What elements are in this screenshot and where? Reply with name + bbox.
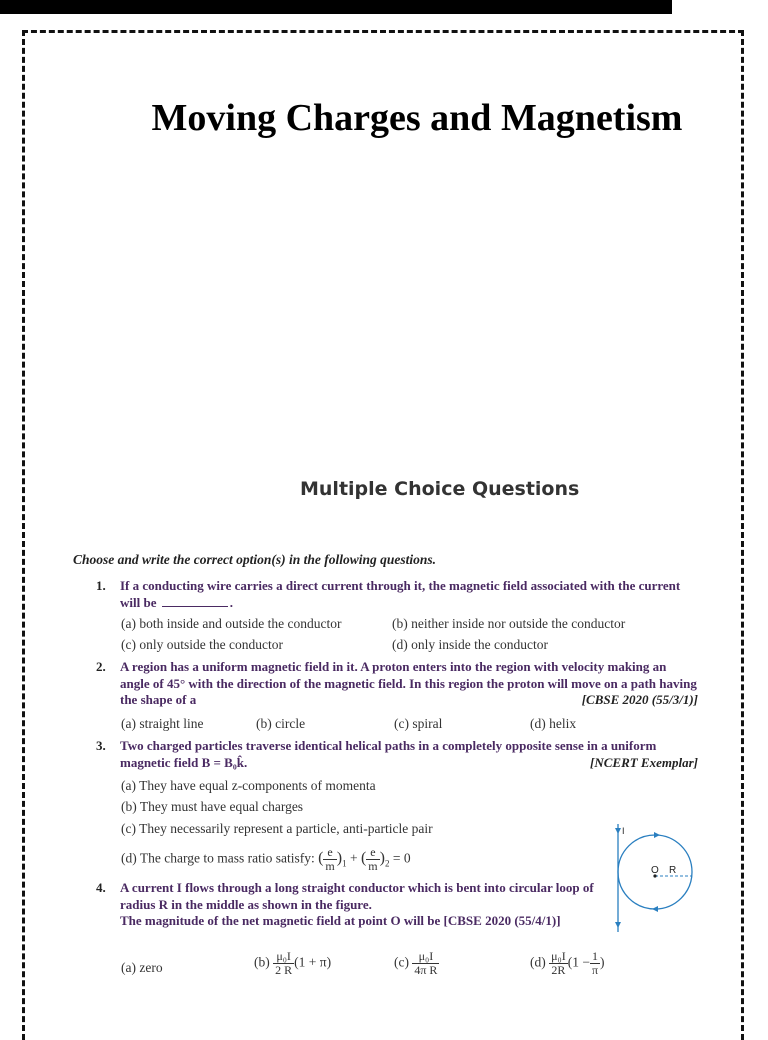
question-text: A region has a uniform magnetic field in it. A proton enters into the region with velocity making an angle of 45° with the direction of the magnetic field. In this region the proton will move on a path having the shape of a	[120, 659, 697, 707]
q3-option-c: (c) They necessarily represent a particle, anti-particle pair	[121, 821, 433, 836]
question-1	[96, 578, 698, 611]
instruction-text: Choose and write the correct option(s) in the following questions.	[73, 552, 437, 567]
section-heading: Multiple Choice Questions	[300, 478, 580, 500]
question-4	[96, 880, 602, 930]
option-text: (d) The charge to mass ratio satisfy:	[121, 850, 315, 866]
q1-option-c: (c) only outside the conductor	[121, 637, 283, 652]
point-label: O	[651, 865, 659, 876]
question-number: 3.	[96, 738, 106, 753]
q2-option-c: (c) spiral	[394, 716, 443, 731]
question-number: 1.	[96, 578, 106, 593]
current-label: I	[622, 826, 625, 836]
question-text: Two charged particles traverse identical helical paths in a completely opposite sense in a uniform magnetic field B = B₀k̂.	[120, 738, 657, 770]
radius-label: R	[669, 865, 677, 876]
q2-option-d: (d) helix	[530, 716, 577, 731]
q4-option-c: (c) $\frac{\text{μ₀I}}{\text{4π R}}$	[394, 949, 438, 977]
loop-arrow-icon	[652, 906, 658, 912]
question-source: [CBSE 2020 (55/3/1)]	[581, 692, 698, 707]
q3-option-d: (d) The charge to mass ratio satisfy: ( $\frac{e}{m}$ )$_1$ + ( $\frac{e}{m}$ )$_2 = 0$	[121, 845, 411, 873]
ratio-fraction-2: $\frac{e}{m}$	[368, 845, 378, 873]
question-number: 2.	[96, 659, 106, 674]
ratio-fraction-1: $\frac{e}{m}$	[325, 845, 335, 873]
fraction: $\frac{\text{μ₀I}}{2R}$	[551, 949, 566, 977]
question-number: 4.	[96, 880, 106, 895]
question-text: A current I flows through a long straight conductor which is bent into circular loop of radius R in the middle as shown in the figure.	[120, 880, 594, 912]
q4-option-d: (d) $\frac{\text{μ₀I}}{2R}$ (1 − $\frac{1}{\pi}$ )	[530, 949, 605, 977]
top-black-bar	[0, 0, 672, 14]
fraction: $\frac{\text{μ₀I}}{2 R}$	[275, 949, 293, 977]
question-text: If a conducting wire carries a direct current through it, the magnetic field associated with the current will be	[120, 578, 681, 610]
q3-option-b: (b) They must have equal charges	[121, 799, 304, 814]
fraction: $\frac{\text{μ₀I}}{\text{4π R}}$	[414, 949, 438, 977]
q2-option-a: (a) straight line	[121, 716, 204, 731]
page-title: Moving Charges and Magnetism	[151, 97, 683, 139]
inner-fraction: $\frac{1}{\pi}$	[591, 949, 599, 977]
loop-arrow-icon	[654, 832, 660, 838]
question-2	[96, 659, 698, 709]
q1-option-b: (b) neither inside nor outside the conductor	[392, 616, 626, 631]
answer-blank	[162, 606, 228, 607]
question-text-end: .	[229, 594, 233, 610]
q4-option-b: (b) $\frac{\text{μ₀I}}{2 R}$ (1 + π)	[254, 949, 332, 977]
question-text-2: The magnitude of the net magnetic field at point O will be [CBSE 2020 (55/4/1)]	[120, 913, 561, 928]
q1-option-d: (d) only inside the conductor	[392, 637, 548, 652]
current-arrow-icon	[615, 922, 621, 928]
question-source: [NCERT Exemplar]	[590, 754, 698, 770]
q1-option-a: (a) both inside and outside the conductor	[121, 616, 342, 631]
current-arrow-icon	[615, 828, 621, 834]
question-3	[96, 738, 698, 771]
q2-option-b: (b) circle	[256, 716, 306, 731]
q3-option-a: (a) They have equal z-components of momenta	[121, 778, 376, 793]
q4-option-a: (a) zero	[121, 960, 163, 975]
loop-figure	[600, 820, 710, 940]
